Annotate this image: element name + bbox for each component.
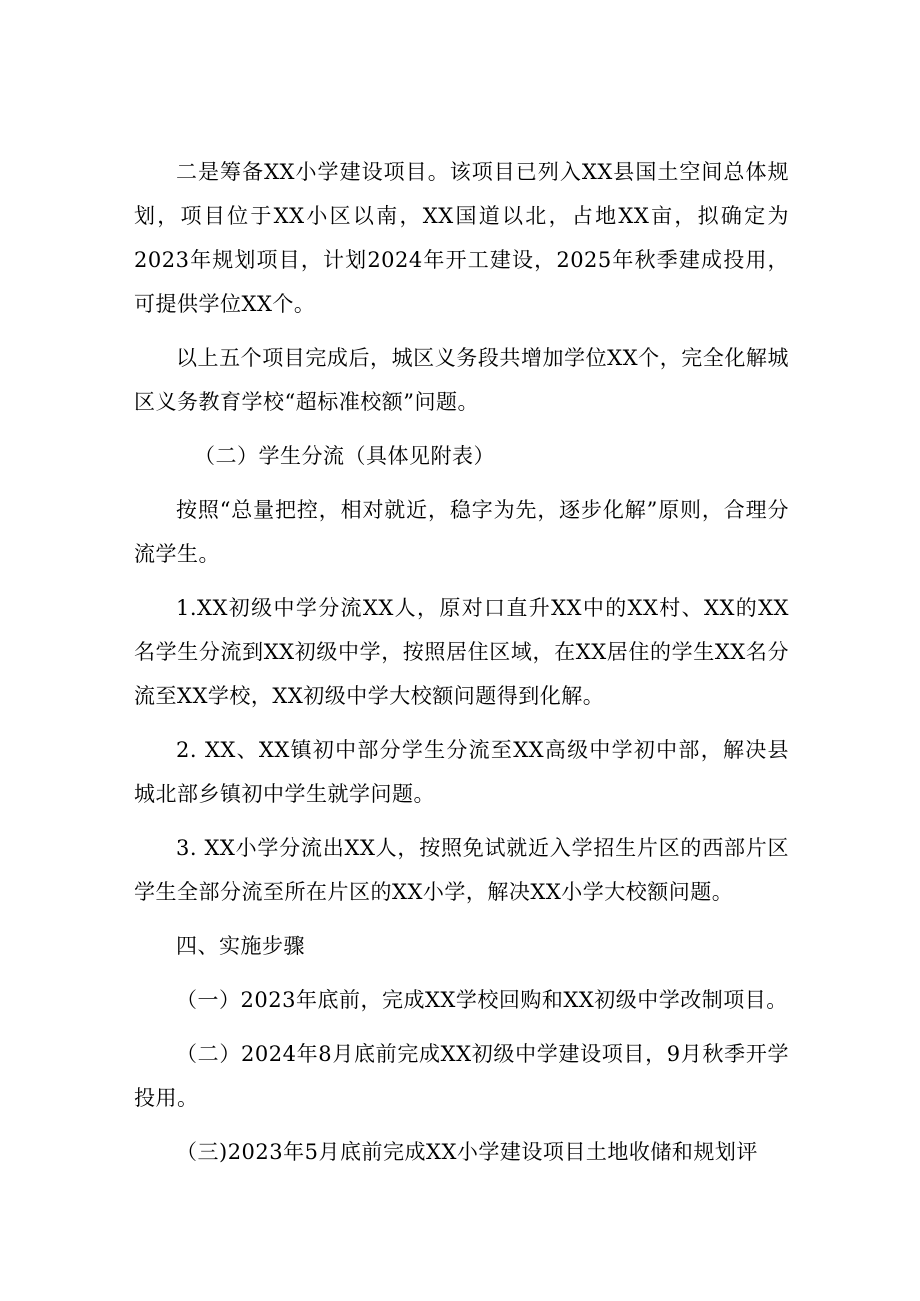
section-heading-student-diversion: （二）学生分流（具体见附表） [194, 444, 495, 468]
paragraph-item-1: 1.XX初级中学分流XX人，原对口直升XX中的XX村、XX的XX名学生分流到XX初级中学，按照居住区域，在XX居住的学生XX名分流至XX学校，XX初级中学大校额问题得到化解。 [134, 596, 789, 708]
paragraph-item-2: 2. XX、XX镇初中部分学生分流至XX高级中学初中部，解决县城北部乡镇初中学生就学问题。 [134, 738, 789, 806]
paragraph-step-3: （三)2023年5月底前完成XX小学建设项目土地收储和规划评 [176, 1140, 758, 1164]
paragraph-diversion-principle: 按照“总量把控，相对就近，稳字为先，逐步化解”原则，合理分流学生。 [134, 498, 789, 566]
paragraph-step-2: （二）2024年8月底前完成XX初级中学建设项目，9月秋季开学投用。 [134, 1042, 789, 1110]
document-body [134, 150, 789, 1174]
paragraph-step-1: （一）2023年底前，完成XX学校回购和XX初级中学改制项目。 [176, 988, 788, 1012]
paragraph-item-3: 3. XX小学分流出XX人，按照免试就近入学招生片区的西部片区学生全部分流至所在片区的XX小学，解决XX小学大校额问题。 [134, 836, 789, 904]
section-heading-implementation-steps: 四、实施步骤 [176, 934, 305, 958]
paragraph-projects-summary: 以上五个项目完成后，城区义务段共增加学位XX个，完全化解城区义务教育学校“超标准校额”问题。 [134, 346, 789, 414]
paragraph-school-project: 二是筹备XX小学建设项目。该项目已列入XX县国土空间总体规划，项目位于XX小区以南，XX国道以北，占地XX亩，拟确定为2023年规划项目，计划2024年开工建设，2025年秋季建成投用，可提供学位XX个。 [134, 160, 789, 316]
